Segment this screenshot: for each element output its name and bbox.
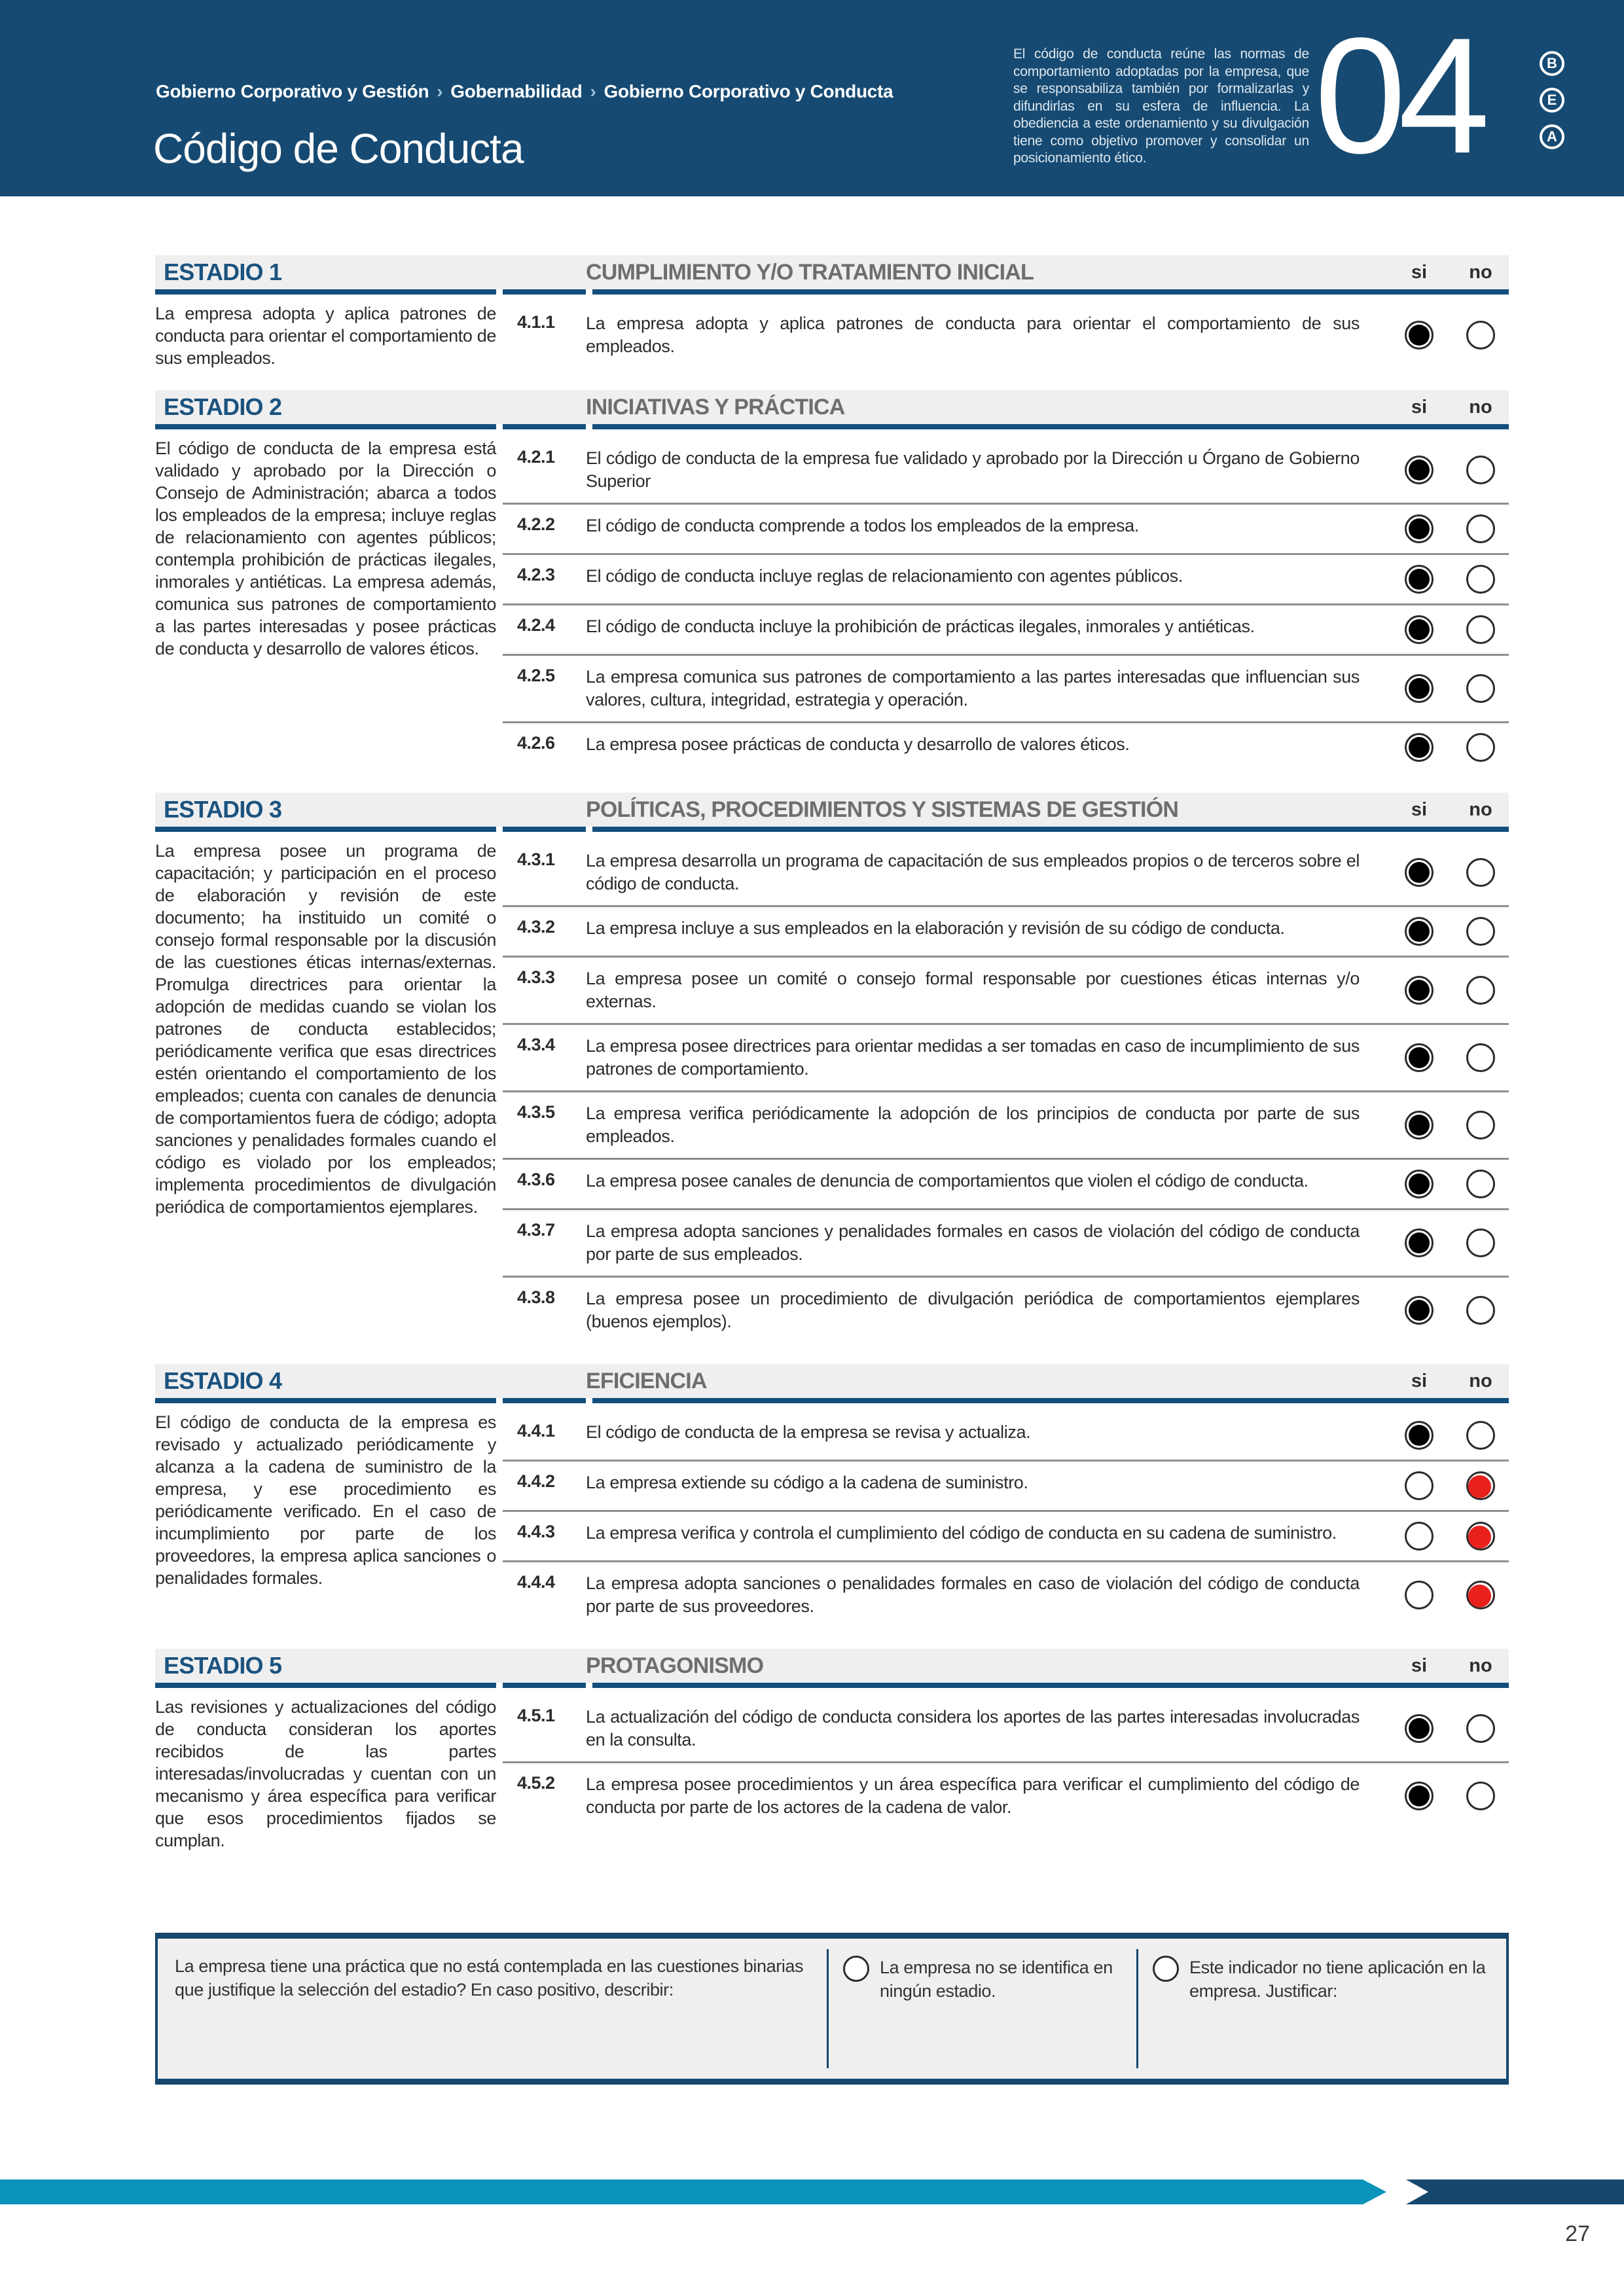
section-body xyxy=(155,295,1509,369)
question-number: 4.3.6 xyxy=(517,1170,555,1189)
radio-no[interactable] xyxy=(1466,1782,1495,1810)
radio-si[interactable] xyxy=(1405,514,1434,543)
section xyxy=(155,255,1509,369)
col-label-no: no xyxy=(1469,261,1492,283)
question-row xyxy=(503,1510,1509,1560)
section-rule xyxy=(155,827,1509,832)
radio-si[interactable] xyxy=(1405,1471,1434,1500)
section xyxy=(155,1649,1509,1852)
page-number: 27 xyxy=(1565,2221,1590,2246)
question-row xyxy=(503,721,1509,772)
question-row xyxy=(503,956,1509,1023)
question-number: 4.2.1 xyxy=(517,447,555,467)
section-body xyxy=(155,1688,1509,1852)
radio-no[interactable] xyxy=(1466,1111,1495,1139)
question-row xyxy=(503,1696,1509,1761)
answer-radios xyxy=(1391,1170,1509,1198)
section-sidebar-text: El código de conducta de la empresa es revisado y actualizado periódicamente y alcanza a la cadena de suministro de la empresa, y ese procedimiento es periódicamente verificado. En el caso de incumplimiento por parte de los proveedores, la empresa aplica sanciones o penalidades formales. xyxy=(155,1412,496,1588)
section xyxy=(155,390,1509,772)
radio-si[interactable] xyxy=(1405,858,1434,887)
answer-radios xyxy=(1391,858,1509,887)
section-title: PROTAGONISMO xyxy=(586,1653,764,1678)
dimension-badges xyxy=(1540,51,1564,149)
question-row xyxy=(503,1460,1509,1510)
answer-column-labels xyxy=(1391,262,1509,283)
section-sidebar-text: Las revisiones y actualizaciones del código de conducta consideran los aportes recibidos de las partes interesadas/involucradas y cuentan con un mecanismo y área específica para verificar que esos procedimientos fijados se cumplan. xyxy=(155,1697,496,1850)
question-number: 4.3.2 xyxy=(517,917,555,937)
question-number: 4.4.3 xyxy=(517,1522,555,1541)
section-header xyxy=(155,255,1509,289)
question-row xyxy=(503,1276,1509,1343)
option-no-stage xyxy=(829,1939,1136,2079)
question-row xyxy=(503,603,1509,654)
radio-no[interactable] xyxy=(1466,674,1495,703)
question-text: La empresa verifica periódicamente la adopción de los principios de conducta por parte de sus empleados. xyxy=(586,1103,1360,1146)
question-number: 4.2.6 xyxy=(517,733,555,753)
question-text: La empresa desarrolla un programa de capacitación de sus empleados propios o de terceros sobre el código de conducta. xyxy=(586,851,1360,893)
option-not-applicable xyxy=(1138,1939,1506,2079)
question-row xyxy=(503,302,1509,368)
question-row xyxy=(503,437,1509,503)
question-text: La empresa posee un comité o consejo formal responsable por cuestiones éticas internas y/o externas. xyxy=(586,969,1360,1011)
question-text: El código de conducta de la empresa fue validado y aprobado por la Dirección u Órgano de Gobierno Superior xyxy=(586,448,1360,491)
question-row xyxy=(503,1411,1509,1460)
col-label-no: no xyxy=(1469,1370,1492,1391)
question-row xyxy=(503,905,1509,956)
chevron-separator-icon: › xyxy=(590,81,596,101)
section-rule xyxy=(155,289,1509,295)
question-row xyxy=(503,1158,1509,1208)
footer-bar xyxy=(0,2179,1624,2204)
answer-column-labels xyxy=(1391,799,1509,821)
question-text: El código de conducta de la empresa se revisa y actualiza. xyxy=(586,1422,1031,1442)
section-body xyxy=(155,832,1509,1343)
question-text: La empresa incluye a sus empleados en la elaboración y revisión de su código de conducta. xyxy=(586,918,1285,938)
question-text: La empresa adopta sanciones o penalidades formales en caso de violación del código de conducta por parte de sus proveedores. xyxy=(586,1573,1360,1616)
answer-radios xyxy=(1391,1111,1509,1139)
radio-si[interactable] xyxy=(1405,733,1434,762)
question-row xyxy=(503,1208,1509,1276)
answer-radios xyxy=(1391,1296,1509,1325)
section-body xyxy=(155,1403,1509,1628)
section xyxy=(155,793,1509,1343)
radio-no[interactable] xyxy=(1466,456,1495,484)
radio-si[interactable] xyxy=(1405,1229,1434,1257)
answer-column-labels xyxy=(1391,1655,1509,1677)
answer-radios xyxy=(1391,1471,1509,1500)
question-text: La empresa posee canales de denuncia de comportamientos que violen el código de conducta. xyxy=(586,1171,1308,1191)
breadcrumb-item: Gobierno Corporativo y Gestión xyxy=(156,81,429,101)
question-text: La empresa posee directrices para orientar medidas a ser tomadas en caso de incumplimiento de sus patrones de comportamiento. xyxy=(586,1036,1360,1079)
radio-no[interactable] xyxy=(1466,1471,1495,1500)
answer-radios xyxy=(1391,733,1509,762)
question-number: 4.3.1 xyxy=(517,850,555,869)
sections xyxy=(155,255,1509,1873)
section-header xyxy=(155,793,1509,827)
col-label-no: no xyxy=(1469,396,1492,418)
breadcrumb-item: Gobierno Corporativo y Conducta xyxy=(604,81,893,101)
question-row xyxy=(503,503,1509,553)
answer-radios xyxy=(1391,565,1509,594)
radio-no[interactable] xyxy=(1466,858,1495,887)
radio-si[interactable] xyxy=(1405,1714,1434,1743)
section-sidebar-text: La empresa posee un programa de capacitación; y participación en el proceso de elaboración y revisión de este documento; ha instituido un comité o consejo formal responsable por la discusión de las cuestiones éticas internas/externas. Promulga directrices para orientar la adopción de medidas cuando se violan los patrones de conducta establecidos; periódicamente verifica que esas directrices estén orientando el comportamiento de los empleados; cuenta con canales de denuncia de comportamientos fuera de código; adopta sanciones y penalidades formales cuando el código es violado por los empleados; implementa procedimientos de divulgación periódica de comportamientos ejemplares. xyxy=(155,841,496,1217)
justification-box xyxy=(155,1933,1509,2085)
section-items xyxy=(503,1411,1509,1628)
section-sidebar-text: El código de conducta de la empresa está validado y aprobado por la Dirección o Consejo de Administración; abarca a todos los empleados de la empresa; incluye reglas de relacionamiento con agentes públicos; contempla prohibición de prácticas ilegales, inmorales y antiéticas. La empresa además, comunica sus patrones de comportamiento a las partes interesadas y posee prácticas de conducta y desarrollo de valores éticos. xyxy=(155,439,496,658)
option-no-stage-label: La empresa no se identifica en ningún estadio. xyxy=(880,1958,1113,2001)
section-title: POLÍTICAS, PROCEDIMIENTOS Y SISTEMAS DE GESTIÓN xyxy=(586,797,1179,822)
chevron-separator-icon: › xyxy=(437,81,443,101)
radio-si[interactable] xyxy=(1405,1522,1434,1551)
radio-no[interactable] xyxy=(1466,615,1495,644)
col-label-si: si xyxy=(1411,396,1428,418)
radio-si[interactable] xyxy=(1405,1782,1434,1810)
radio-no[interactable] xyxy=(1466,514,1495,543)
question-number: 4.4.4 xyxy=(517,1572,555,1592)
radio-si[interactable] xyxy=(1405,321,1434,350)
justification-prompt: La empresa tiene una práctica que no está contemplada en las cuestiones binarias que justifique la selección del estadio? En caso positivo, describir: xyxy=(175,1956,804,2000)
answer-radios xyxy=(1391,976,1509,1005)
section-rule xyxy=(155,1398,1509,1403)
question-text: La empresa posee un procedimiento de divulgación periódica de comportamientos ejemplares (buenos ejemplos). xyxy=(586,1289,1360,1331)
section-title: CUMPLIMIENTO Y/O TRATAMIENTO INICIAL xyxy=(586,259,1034,285)
question-number: 4.2.3 xyxy=(517,565,555,584)
radio-si[interactable] xyxy=(1405,1111,1434,1139)
question-text: La empresa comunica sus patrones de comportamiento a las partes interesadas que influencian sus valores, cultura, integridad, estrategia y operación. xyxy=(586,667,1360,709)
answer-radios xyxy=(1391,674,1509,703)
estadio-label: ESTADIO 4 xyxy=(164,1367,282,1394)
answer-radios xyxy=(1391,321,1509,350)
radio-si[interactable] xyxy=(1405,1043,1434,1072)
footer-arrow-dark xyxy=(1406,2179,1624,2204)
question-number: 4.4.2 xyxy=(517,1471,555,1491)
section-header xyxy=(155,390,1509,424)
question-row xyxy=(503,1560,1509,1628)
footer-arrow-cyan xyxy=(0,2179,1386,2204)
section-header xyxy=(155,1364,1509,1398)
radio-not-applicable[interactable] xyxy=(1153,1956,1179,1982)
col-label-no: no xyxy=(1469,798,1492,820)
radio-no[interactable] xyxy=(1466,565,1495,594)
answer-radios xyxy=(1391,456,1509,484)
col-label-si: si xyxy=(1411,1655,1428,1676)
radio-si[interactable] xyxy=(1405,565,1434,594)
question-number: 4.3.8 xyxy=(517,1287,555,1307)
radio-no-stage[interactable] xyxy=(843,1956,869,1982)
question-number: 4.3.5 xyxy=(517,1102,555,1122)
breadcrumb xyxy=(156,81,893,102)
page-header xyxy=(0,0,1624,196)
question-number: 4.4.1 xyxy=(517,1421,555,1441)
section-items xyxy=(503,437,1509,772)
answer-radios xyxy=(1391,917,1509,946)
col-label-no: no xyxy=(1469,1655,1492,1676)
radio-no[interactable] xyxy=(1466,321,1495,350)
section-items xyxy=(503,1696,1509,1852)
question-row xyxy=(503,1023,1509,1090)
section-rule xyxy=(155,1683,1509,1688)
estadio-label: ESTADIO 2 xyxy=(164,393,282,420)
question-text: La empresa posee procedimientos y un área específica para verificar el cumplimiento del código de conducta por parte de los actores de la cadena de valor. xyxy=(586,1774,1360,1817)
section-body xyxy=(155,429,1509,772)
radio-si[interactable] xyxy=(1405,456,1434,484)
section xyxy=(155,1364,1509,1628)
option-not-applicable-label: Este indicador no tiene aplicación en la empresa. Justificar: xyxy=(1189,1958,1486,2001)
question-text: La empresa posee prácticas de conducta y desarrollo de valores éticos. xyxy=(586,734,1130,754)
radio-no[interactable] xyxy=(1466,1581,1495,1609)
col-label-si: si xyxy=(1411,261,1428,283)
indicator-intro-text: El código de conducta reúne las normas de comportamiento adoptadas por la empresa, que se responsabiliza también por formalizarlas y difundirlas en su esfera de influencia. La obediencia a este ordenamiento y su divulgación tiene como objetivo promover y consolidar un posicionamiento ético. xyxy=(1013,46,1309,166)
estadio-label: ESTADIO 1 xyxy=(164,259,282,285)
question-number: 4.2.2 xyxy=(517,514,555,534)
section-rule xyxy=(155,424,1509,429)
question-row xyxy=(503,1090,1509,1158)
section-sidebar-text: La empresa adopta y aplica patrones de conducta para orientar el comportamiento de sus empleados. xyxy=(155,304,496,368)
badge-e-icon: E xyxy=(1540,88,1564,113)
question-text: La actualización del código de conducta considera los aportes de las partes interesadas involucradas en la consulta. xyxy=(586,1707,1360,1749)
question-text: La empresa verifica y controla el cumplimiento del código de conducta en su cadena de suministro. xyxy=(586,1523,1337,1543)
question-text: El código de conducta incluye reglas de relacionamiento con agentes públicos. xyxy=(586,566,1183,586)
answer-radios xyxy=(1391,1043,1509,1072)
answer-column-labels xyxy=(1391,1371,1509,1392)
question-number: 4.3.4 xyxy=(517,1035,555,1054)
radio-si[interactable] xyxy=(1405,1421,1434,1450)
page-title: Código de Conducta xyxy=(153,125,524,172)
radio-si[interactable] xyxy=(1405,976,1434,1005)
question-row xyxy=(503,1761,1509,1829)
chapter-number: 04 xyxy=(1314,4,1483,188)
answer-radios xyxy=(1391,1522,1509,1551)
question-number: 4.2.5 xyxy=(517,666,555,685)
section-header xyxy=(155,1649,1509,1683)
question-number: 4.5.2 xyxy=(517,1773,555,1793)
radio-no[interactable] xyxy=(1466,1296,1495,1325)
question-number: 4.3.7 xyxy=(517,1220,555,1240)
question-number: 4.3.3 xyxy=(517,967,555,987)
radio-si[interactable] xyxy=(1405,917,1434,946)
radio-si[interactable] xyxy=(1405,1296,1434,1325)
question-text: La empresa extiende su código a la cadena de suministro. xyxy=(586,1473,1028,1492)
col-label-si: si xyxy=(1411,1370,1428,1391)
section-items xyxy=(503,302,1509,369)
estadio-label: ESTADIO 3 xyxy=(164,796,282,823)
question-number: 4.1.1 xyxy=(517,312,555,332)
section-title: INICIATIVAS Y PRÁCTICA xyxy=(586,394,845,420)
estadio-label: ESTADIO 5 xyxy=(164,1652,282,1679)
radio-no[interactable] xyxy=(1466,1229,1495,1257)
radio-no[interactable] xyxy=(1466,1421,1495,1450)
answer-radios xyxy=(1391,1714,1509,1743)
radio-no[interactable] xyxy=(1466,1170,1495,1198)
radio-no[interactable] xyxy=(1466,1714,1495,1743)
answer-radios xyxy=(1391,1782,1509,1810)
badge-b-icon: B xyxy=(1540,51,1564,76)
question-text: El código de conducta comprende a todos los empleados de la empresa. xyxy=(586,516,1139,535)
radio-si[interactable] xyxy=(1405,615,1434,644)
radio-si[interactable] xyxy=(1405,674,1434,703)
answer-radios xyxy=(1391,615,1509,644)
question-number: 4.5.1 xyxy=(517,1706,555,1725)
section-items xyxy=(503,840,1509,1343)
radio-si[interactable] xyxy=(1405,1170,1434,1198)
breadcrumb-item: Gobernabilidad xyxy=(450,81,583,101)
radio-no[interactable] xyxy=(1466,976,1495,1005)
question-number: 4.2.4 xyxy=(517,615,555,635)
section-title: EFICIENCIA xyxy=(586,1368,707,1393)
radio-no[interactable] xyxy=(1466,1522,1495,1551)
radio-no[interactable] xyxy=(1466,917,1495,946)
radio-no[interactable] xyxy=(1466,733,1495,762)
question-text: El código de conducta incluye la prohibición de prácticas ilegales, inmorales y antiéticas. xyxy=(586,617,1255,636)
question-text: La empresa adopta sanciones y penalidades formales en casos de violación del código de conducta por parte de sus empleados. xyxy=(586,1221,1360,1264)
answer-radios xyxy=(1391,1229,1509,1257)
answer-column-labels xyxy=(1391,397,1509,418)
radio-si[interactable] xyxy=(1405,1581,1434,1609)
answer-radios xyxy=(1391,1421,1509,1450)
question-text: La empresa adopta y aplica patrones de conducta para orientar el comportamiento de sus empleados. xyxy=(586,314,1360,356)
badge-a-icon: A xyxy=(1540,124,1564,149)
answer-radios xyxy=(1391,514,1509,543)
question-row xyxy=(503,553,1509,603)
answer-radios xyxy=(1391,1581,1509,1609)
col-label-si: si xyxy=(1411,798,1428,820)
radio-no[interactable] xyxy=(1466,1043,1495,1072)
question-row xyxy=(503,654,1509,721)
question-row xyxy=(503,840,1509,905)
